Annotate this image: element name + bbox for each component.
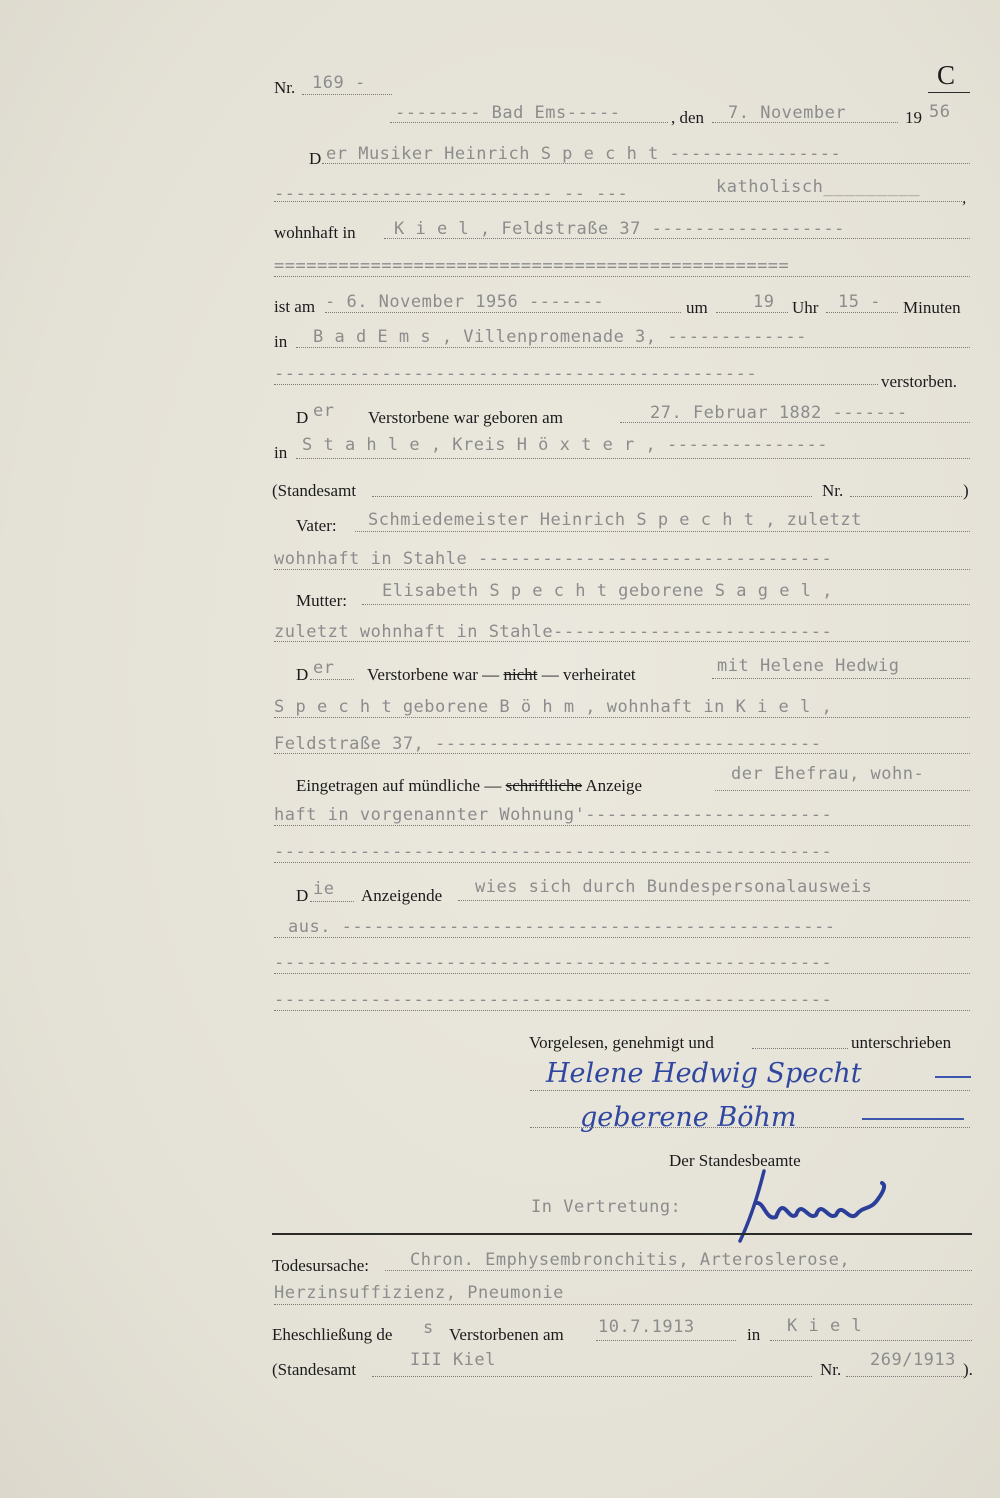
birth-place: S t a h l e , Kreis H ö x t e r , ---------------: [302, 435, 829, 455]
wohnhaft-label: wohnhaft in: [274, 223, 356, 242]
informant-dots-2: [274, 937, 970, 938]
mutter-dots-2: [274, 641, 970, 642]
marriage-reg-date: 10.7.1913: [598, 1317, 695, 1337]
marriage-reg-date-dots: [596, 1340, 736, 1341]
informant-article-dots: [310, 901, 354, 902]
birth-in-label: in: [274, 443, 288, 462]
signature-dots-2: [530, 1127, 970, 1128]
registration-line1: der Ehefrau, wohn-: [731, 764, 925, 784]
religion-comma: ,: [962, 188, 967, 207]
informant-label: Anzeigende: [361, 886, 443, 905]
informant-d-label: D: [296, 886, 309, 905]
verheiratet-prefix: Verstorbene war —: [367, 665, 500, 684]
deceased-name: er Musiker Heinrich S p e c h t ----------------: [326, 144, 842, 164]
date-dots: [712, 122, 898, 123]
marriage-reg-label-a: Eheschließung de: [272, 1325, 393, 1344]
footer-standesamt-dots: [372, 1376, 812, 1377]
marriage-dots-1: [712, 678, 970, 679]
death-date-dots: [325, 312, 681, 313]
marriage-line3: Feldstraße 37, ------------------------------------: [274, 734, 822, 754]
read-approved-dots: [752, 1048, 848, 1049]
footer-standesamt-label: (Standesamt: [272, 1360, 357, 1379]
cause-label: Todesursache:: [272, 1256, 369, 1275]
vater-line1: Schmiedemeister Heinrich S p e c h t , zuletzt: [368, 510, 862, 530]
registration-dots-3: [274, 862, 970, 863]
hour-field: 19: [753, 292, 775, 312]
den-label: , den: [671, 108, 705, 127]
cause-dots-2: [274, 1304, 972, 1305]
marriage-reg-label-b: Verstorbenen am: [449, 1325, 564, 1344]
unterschrieben-label: unterschrieben: [851, 1033, 952, 1052]
mutter-line1: Elisabeth S p e c h t geborene S a g e l ,: [382, 581, 833, 601]
marriage-dots-3: [274, 753, 970, 754]
marriage-article-dots: [310, 679, 354, 680]
signature-dots-1: [530, 1090, 970, 1091]
ist-am-label: ist am: [274, 297, 316, 316]
code-letter: C: [937, 60, 956, 90]
standesamt-close: ): [963, 481, 969, 500]
section-divider: [272, 1233, 972, 1235]
registration-line2: haft in vorgenannter Wohnung'-----------------------: [274, 805, 833, 825]
registration-dots-1: [715, 790, 970, 791]
deceased-d-label: D: [309, 149, 322, 168]
footer-nr-dots: [846, 1376, 964, 1377]
year-suffix: 56: [929, 102, 951, 122]
read-approved-label: Vorgelesen, genehmigt und: [529, 1033, 714, 1052]
standesamt-dots: [372, 496, 812, 497]
marriage-article: er: [313, 658, 335, 678]
registration-suffix: Anzeige: [585, 776, 643, 795]
address-dashes: ================================================: [274, 256, 790, 276]
um-label: um: [686, 298, 708, 317]
registration-line3: ----------------------------------------------------: [274, 842, 833, 862]
name-dots: [322, 163, 970, 164]
mutter-dots-1: [362, 604, 970, 605]
informant-line3: ----------------------------------------------------: [274, 953, 833, 973]
cause-dots-1: [385, 1270, 972, 1271]
marriage-line2: S p e c h t geborene B ö h m , wohnhaft in K i e l ,: [274, 697, 833, 717]
nicht-struck: nicht: [503, 665, 538, 684]
mutter-label: Mutter:: [296, 591, 347, 610]
footer-nr-value: 269/1913: [870, 1350, 956, 1370]
signature-name-line2: geberene Böhm: [580, 1102, 797, 1133]
address-dots: [384, 238, 970, 239]
religion-dots: [274, 201, 964, 202]
registration-label: [296, 776, 642, 796]
cause-line1: Chron. Emphysembronchitis, Arteroslerose,: [410, 1250, 851, 1270]
hour-dots: [716, 312, 788, 313]
signature-stroke-1: [935, 1076, 971, 1078]
nr-value: 169 -: [312, 73, 366, 93]
schriftliche-struck: schriftliche: [505, 776, 583, 795]
standesamt-label: (Standesamt: [272, 481, 357, 500]
death-date: - 6. November 1956 -------: [325, 292, 605, 312]
vater-label: Vater:: [296, 516, 337, 535]
nr-label: Nr.: [274, 78, 296, 97]
death-place-dashes: ---------------------------------------------: [274, 364, 758, 384]
mutter-line2: zuletzt wohnhaft in Stahle--------------------------: [274, 622, 833, 642]
marriage-dots-2: [274, 717, 970, 718]
vater-dots-2: [274, 569, 970, 570]
registration-dots-2: [274, 825, 970, 826]
death-place-dots-2: [274, 384, 878, 385]
death-in-label: in: [274, 332, 288, 351]
birth-d-label: D: [296, 408, 309, 427]
informant-dots-1: [458, 900, 970, 901]
vater-line2: wohnhaft in Stahle ---------------------------------: [274, 549, 833, 569]
death-place: B a d E m s , Villenpromenade 3, -------------: [313, 327, 807, 347]
minute-field: 15 -: [838, 292, 881, 312]
informant-line4: ----------------------------------------------------: [274, 990, 833, 1010]
standesamt-nr-label: Nr.: [822, 481, 844, 500]
deceased-dashes: -------------------------- -- ---: [274, 184, 629, 204]
nr-dots: [302, 94, 392, 95]
informant-dots-3: [274, 973, 970, 974]
informant-article: ie: [313, 879, 335, 899]
standesamt-nr-dots: [850, 496, 962, 497]
marriage-reg-in-label: in: [747, 1325, 761, 1344]
informant-dots-4: [274, 1010, 970, 1011]
registration-prefix: Eingetragen auf mündliche —: [296, 776, 502, 795]
date-field: 7. November: [728, 103, 847, 123]
footer-close: ).: [963, 1360, 973, 1379]
birth-label: Verstorbene war geboren am: [368, 408, 563, 427]
death-place-dots: [296, 347, 970, 348]
marriage-reg-article: s: [423, 1318, 434, 1338]
place-field: -------- Bad Ems-----: [395, 103, 621, 123]
informant-line2: aus. ----------------------------------------------: [288, 917, 836, 937]
religion-field: katholisch_________: [716, 177, 920, 197]
marriage-d-label: D: [296, 665, 309, 684]
cause-line2: Herzinsuffizienz, Pneumonie: [274, 1283, 564, 1303]
uhr-label: Uhr: [792, 298, 819, 317]
birth-date: 27. Februar 1882 -------: [650, 403, 908, 423]
footer-nr-label: Nr.: [820, 1360, 842, 1379]
verheiratet-suffix: — verheiratet: [541, 665, 636, 684]
vater-dots-1: [355, 531, 970, 532]
vertretung-label: In Vertretung:: [531, 1197, 682, 1217]
signature-stroke-2: [862, 1118, 964, 1120]
minute-dots: [826, 312, 898, 313]
minuten-label: Minuten: [903, 298, 961, 317]
footer-standesamt-value: III Kiel: [410, 1350, 496, 1370]
marriage-reg-place: K i e l: [787, 1316, 863, 1336]
signature-name-line1: Helene Hedwig Specht: [546, 1058, 862, 1089]
birth-article: er: [313, 401, 335, 421]
marriage-reg-place-dots: [770, 1340, 972, 1341]
marriage-label-a: [367, 665, 636, 685]
year-prefix: 19: [905, 108, 922, 127]
place-dots: [390, 122, 668, 123]
address-dots-2: [274, 276, 970, 277]
address-field: K i e l , Feldstraße 37 ------------------: [394, 219, 845, 239]
marriage-line1: mit Helene Hedwig: [717, 656, 900, 676]
birth-place-dots: [296, 458, 970, 459]
registrar-label: Der Standesbeamte: [669, 1151, 801, 1170]
code-underline: [928, 92, 970, 93]
verstorben-label: verstorben.: [881, 372, 958, 391]
informant-line1: wies sich durch Bundespersonalausweis: [475, 877, 873, 897]
birth-date-dots: [620, 422, 970, 423]
